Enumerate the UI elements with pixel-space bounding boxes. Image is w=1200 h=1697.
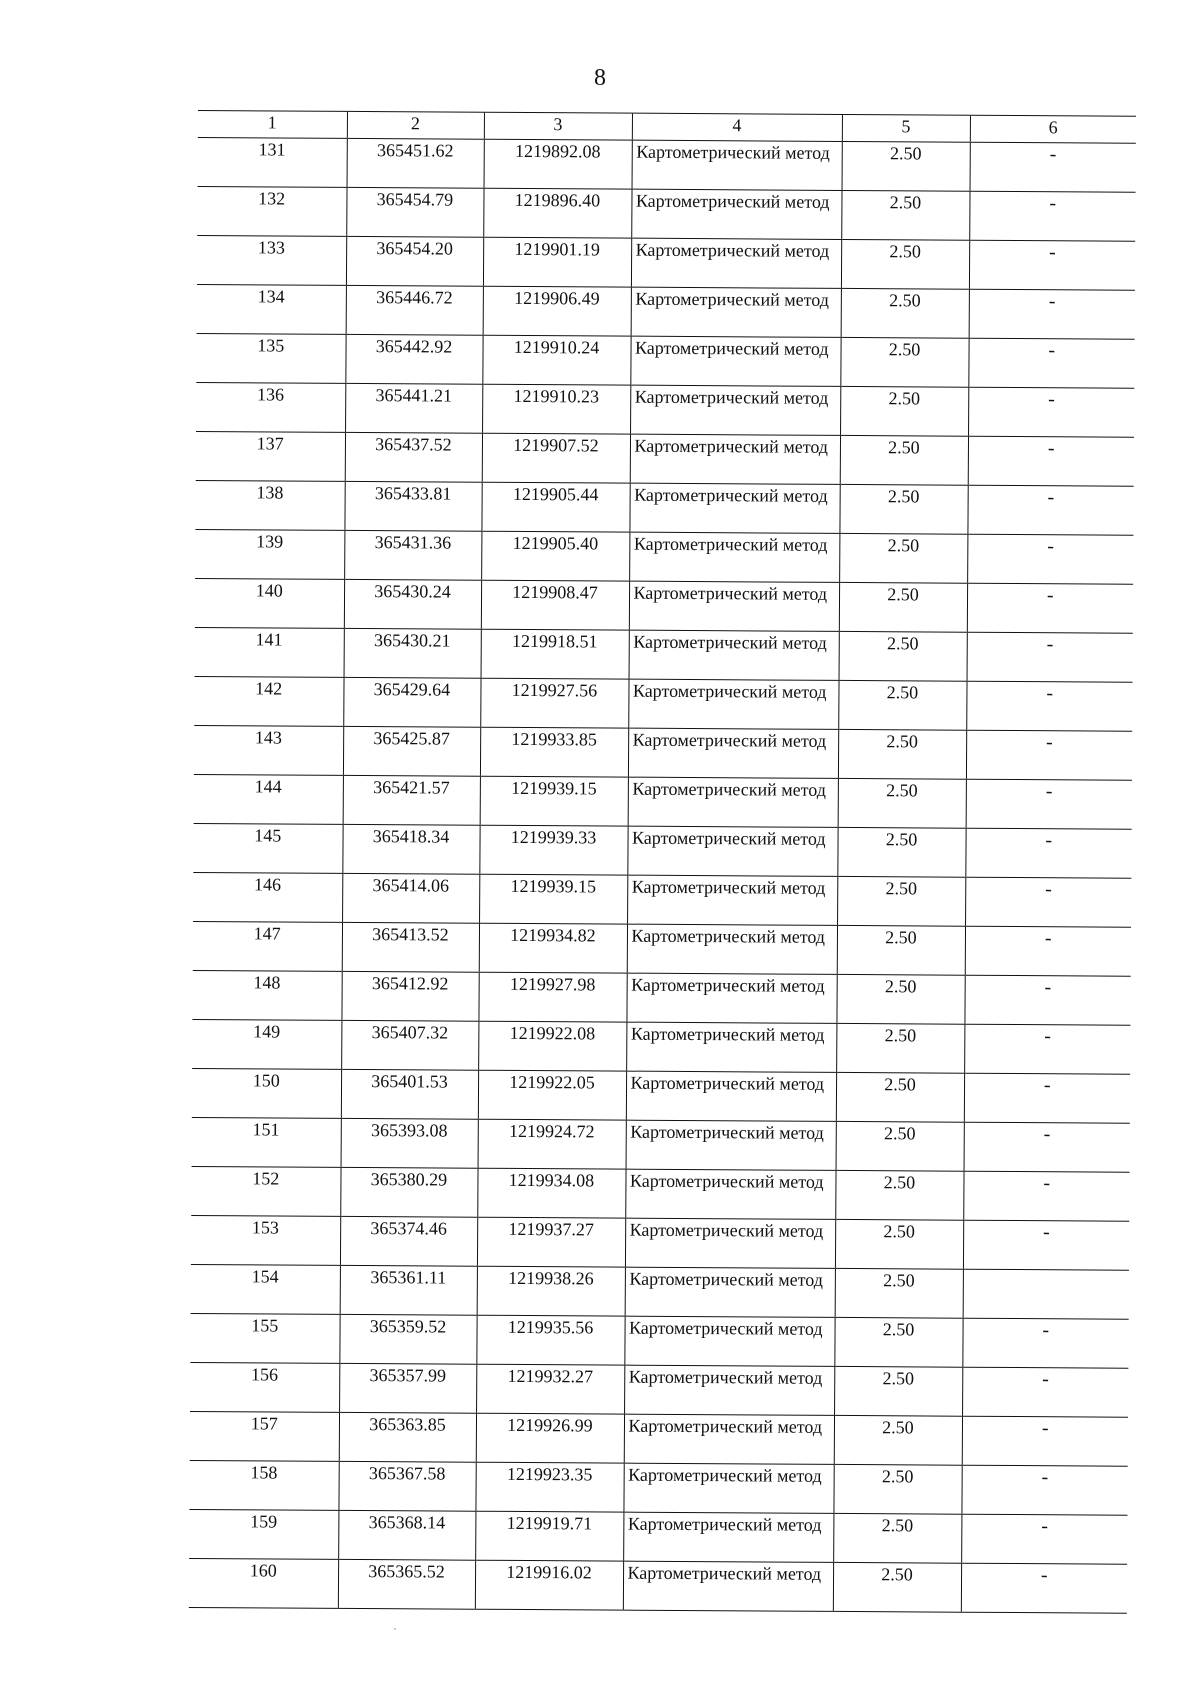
note-cell: - (964, 975, 1130, 1025)
accuracy-cell: 2.50 (836, 1072, 964, 1122)
note-cell: - (961, 1514, 1127, 1564)
table-row (193, 921, 1131, 976)
note-cell: - (967, 534, 1133, 584)
y-coordinate-cell: 1219896.40 (483, 188, 631, 238)
y-coordinate-cell: 1219910.24 (482, 335, 630, 385)
accuracy-cell: 2.50 (835, 1170, 963, 1220)
accuracy-cell: 2.50 (836, 974, 964, 1024)
accuracy-cell: 2.50 (839, 533, 967, 583)
method-cell: Картометрический метод (632, 140, 842, 190)
note-cell (963, 1269, 1129, 1319)
method-cell: Картометрический метод (628, 777, 838, 827)
method-cell: Картометрический метод (626, 1022, 836, 1072)
point-number-cell: 131 (198, 137, 347, 187)
note-cell: - (962, 1367, 1128, 1417)
table-row (197, 284, 1135, 339)
point-number-cell: 155 (190, 1313, 339, 1363)
column-header-5: 5 (842, 114, 970, 142)
table-row (192, 1117, 1130, 1172)
point-number-cell: 142 (194, 676, 343, 726)
x-coordinate-cell: 365430.21 (344, 628, 481, 678)
table-row (193, 823, 1131, 878)
x-coordinate-cell: 365418.34 (342, 824, 479, 874)
table-row (189, 1460, 1127, 1515)
accuracy-cell: 2.50 (841, 239, 969, 289)
x-coordinate-cell: 365361.11 (340, 1265, 477, 1315)
point-number-cell: 141 (195, 627, 344, 677)
y-coordinate-cell: 1219905.44 (481, 482, 629, 532)
x-coordinate-cell: 365359.52 (339, 1314, 476, 1364)
table-row (192, 970, 1130, 1025)
method-cell: Картометрический метод (628, 728, 838, 778)
method-cell: Картометрический метод (630, 336, 840, 386)
y-coordinate-cell: 1219908.47 (481, 580, 629, 630)
method-cell: Картометрический метод (626, 973, 836, 1023)
table-row (196, 382, 1134, 437)
x-coordinate-cell: 365454.20 (346, 236, 483, 286)
x-coordinate-cell: 365401.53 (341, 1069, 478, 1119)
y-coordinate-cell: 1219927.98 (478, 972, 626, 1022)
x-coordinate-cell: 365431.36 (344, 530, 481, 580)
method-cell: Картометрический метод (623, 1512, 833, 1562)
point-number-cell: 134 (197, 284, 346, 334)
note-cell: - (969, 240, 1135, 290)
table-row (195, 480, 1133, 535)
point-number-cell: 140 (195, 578, 344, 628)
accuracy-cell: 2.50 (836, 1121, 964, 1171)
method-cell: Картометрический метод (629, 483, 839, 533)
point-number-cell: 139 (195, 529, 344, 579)
x-coordinate-cell: 365412.92 (341, 971, 478, 1021)
point-number-cell: 133 (197, 235, 346, 285)
method-cell: Картометрический метод (623, 1463, 833, 1513)
table-row (190, 1411, 1128, 1466)
y-coordinate-cell: 1219907.52 (482, 433, 630, 483)
note-cell: - (964, 1024, 1130, 1074)
point-number-cell: 151 (192, 1117, 341, 1167)
note-cell: - (966, 681, 1132, 731)
note-cell: - (969, 289, 1135, 339)
table-row (190, 1362, 1128, 1417)
point-number-cell: 145 (193, 823, 342, 873)
x-coordinate-cell: 365454.79 (346, 187, 483, 237)
point-number-cell: 152 (191, 1166, 340, 1216)
x-coordinate-cell: 365357.99 (339, 1363, 476, 1413)
accuracy-cell: 2.50 (838, 680, 966, 730)
y-coordinate-cell: 1219939.15 (480, 776, 628, 826)
point-number-cell: 153 (191, 1215, 340, 1265)
note-cell: - (961, 1465, 1127, 1515)
accuracy-cell: 2.50 (834, 1415, 962, 1465)
accuracy-cell: 2.50 (837, 876, 965, 926)
y-coordinate-cell: 1219918.51 (481, 629, 629, 679)
table-row (192, 1019, 1130, 1074)
table-row (194, 725, 1132, 780)
accuracy-cell: 2.50 (842, 141, 970, 191)
point-number-cell: 147 (193, 921, 342, 971)
note-cell: - (967, 485, 1133, 535)
table-row (197, 186, 1135, 241)
point-number-cell: 136 (196, 382, 345, 432)
note-cell: - (963, 1220, 1129, 1270)
note-cell: - (965, 877, 1131, 927)
y-coordinate-cell: 1219933.85 (480, 727, 628, 777)
y-coordinate-cell: 1219935.56 (476, 1315, 624, 1365)
note-cell: - (970, 142, 1136, 192)
y-coordinate-cell: 1219922.08 (478, 1021, 626, 1071)
method-cell: Картометрический метод (624, 1365, 834, 1415)
y-coordinate-cell: 1219906.49 (483, 286, 631, 336)
accuracy-cell: 2.50 (841, 288, 969, 338)
note-cell: - (964, 1073, 1130, 1123)
point-number-cell: 149 (192, 1019, 341, 1069)
table-row (193, 872, 1131, 927)
method-cell: Картометрический метод (631, 189, 841, 239)
table-row (194, 676, 1132, 731)
method-cell: Картометрический метод (625, 1169, 835, 1219)
method-cell: Картометрический метод (630, 385, 840, 435)
x-coordinate-cell: 365451.62 (347, 138, 484, 188)
method-cell: Картометрический метод (627, 924, 837, 974)
table-row (195, 529, 1133, 584)
table-body (189, 137, 1136, 1613)
x-coordinate-cell: 365421.57 (343, 775, 480, 825)
accuracy-cell: 2.50 (840, 337, 968, 387)
table-row (196, 333, 1134, 388)
point-number-cell: 157 (190, 1411, 339, 1461)
x-coordinate-cell: 365413.52 (342, 922, 479, 972)
table-row (192, 1068, 1130, 1123)
point-number-cell: 143 (194, 725, 343, 775)
accuracy-cell: 2.50 (834, 1366, 962, 1416)
point-number-cell: 154 (191, 1264, 340, 1314)
table-row (190, 1313, 1128, 1368)
y-coordinate-cell: 1219901.19 (483, 237, 631, 287)
method-cell: Картометрический метод (626, 1120, 836, 1170)
method-cell: Картометрический метод (629, 581, 839, 631)
method-cell: Картометрический метод (630, 434, 840, 484)
method-cell: Картометрический метод (627, 875, 837, 925)
point-number-cell: 146 (193, 872, 342, 922)
column-header-2: 2 (347, 111, 484, 139)
column-header-1: 1 (198, 110, 347, 138)
y-coordinate-cell: 1219905.40 (481, 531, 629, 581)
method-cell: Картометрический метод (629, 532, 839, 582)
note-cell: - (965, 828, 1131, 878)
method-cell: Картометрический метод (624, 1316, 834, 1366)
y-coordinate-cell: 1219932.27 (476, 1364, 624, 1414)
y-coordinate-cell: 1219926.99 (476, 1413, 624, 1463)
column-header-3: 3 (484, 112, 632, 140)
point-number-cell: 159 (189, 1509, 338, 1559)
accuracy-cell: 2.50 (835, 1219, 963, 1269)
page-number: 8 (594, 65, 606, 91)
point-number-cell: 144 (194, 774, 343, 824)
method-cell: Картометрический метод (628, 679, 838, 729)
note-cell: - (969, 191, 1135, 241)
point-number-cell: 150 (192, 1068, 341, 1118)
method-cell: Картометрический метод (631, 287, 841, 337)
x-coordinate-cell: 365407.32 (341, 1020, 478, 1070)
y-coordinate-cell: 1219919.71 (475, 1511, 623, 1561)
accuracy-cell: 2.50 (841, 190, 969, 240)
y-coordinate-cell: 1219939.15 (479, 874, 627, 924)
x-coordinate-cell: 365393.08 (341, 1118, 478, 1168)
note-cell: - (964, 1122, 1130, 1172)
y-coordinate-cell: 1219892.08 (484, 139, 632, 189)
point-number-cell: 138 (195, 480, 344, 530)
y-coordinate-cell: 1219916.02 (475, 1560, 623, 1610)
note-cell: - (963, 1171, 1129, 1221)
y-coordinate-cell: 1219922.05 (478, 1070, 626, 1120)
accuracy-cell: 2.50 (839, 582, 967, 632)
method-cell: Картометрический метод (625, 1218, 835, 1268)
x-coordinate-cell: 365367.58 (338, 1461, 475, 1511)
y-coordinate-cell: 1219939.33 (479, 825, 627, 875)
accuracy-cell: 2.50 (838, 778, 966, 828)
note-cell: - (968, 338, 1134, 388)
point-number-cell: 135 (196, 333, 345, 383)
method-cell: Картометрический метод (629, 630, 839, 680)
method-cell: Картометрический метод (625, 1267, 835, 1317)
accuracy-cell: 2.50 (833, 1513, 961, 1563)
table-row (189, 1509, 1127, 1564)
point-number-cell: 137 (196, 431, 345, 481)
accuracy-cell: 2.50 (839, 484, 967, 534)
point-number-cell: 156 (190, 1362, 339, 1412)
table-row (189, 1558, 1127, 1613)
y-coordinate-cell: 1219923.35 (475, 1462, 623, 1512)
y-coordinate-cell: 1219937.27 (477, 1217, 625, 1267)
x-coordinate-cell: 365365.52 (338, 1559, 475, 1609)
x-coordinate-cell: 365441.21 (345, 383, 482, 433)
table-row (195, 627, 1133, 682)
note-cell: - (962, 1416, 1128, 1466)
y-coordinate-cell: 1219927.56 (480, 678, 628, 728)
accuracy-cell: 2.50 (836, 1023, 964, 1073)
accuracy-cell: 2.50 (833, 1562, 961, 1612)
note-cell: - (965, 926, 1131, 976)
accuracy-cell: 2.50 (837, 925, 965, 975)
y-coordinate-cell: 1219934.08 (477, 1168, 625, 1218)
x-coordinate-cell: 365429.64 (343, 677, 480, 727)
table-row (195, 578, 1133, 633)
x-coordinate-cell: 365433.81 (344, 481, 481, 531)
note-cell: - (966, 779, 1132, 829)
accuracy-cell: 2.50 (837, 827, 965, 877)
method-cell: Картометрический метод (623, 1561, 833, 1611)
accuracy-cell: 2.50 (834, 1317, 962, 1367)
table-row (191, 1215, 1129, 1270)
point-number-cell: 160 (189, 1558, 338, 1608)
x-coordinate-cell: 365374.46 (340, 1216, 477, 1266)
column-header-4: 4 (632, 113, 842, 141)
note-cell: - (961, 1563, 1127, 1613)
x-coordinate-cell: 365442.92 (345, 334, 482, 384)
method-cell: Картометрический метод (627, 826, 837, 876)
method-cell: Картометрический метод (624, 1414, 834, 1464)
note-cell: - (968, 387, 1134, 437)
table-row (197, 235, 1135, 290)
x-coordinate-cell: 365414.06 (342, 873, 479, 923)
coordinates-table (189, 110, 1136, 1614)
method-cell: Картометрический метод (626, 1071, 836, 1121)
point-number-cell: 158 (189, 1460, 338, 1510)
x-coordinate-cell: 365430.24 (344, 579, 481, 629)
column-header-6: 6 (970, 115, 1136, 143)
y-coordinate-cell: 1219924.72 (478, 1119, 626, 1169)
x-coordinate-cell: 365368.14 (338, 1510, 475, 1560)
table-row (191, 1264, 1129, 1319)
accuracy-cell: 2.50 (840, 435, 968, 485)
x-coordinate-cell: 365437.52 (345, 432, 482, 482)
note-cell: - (967, 583, 1133, 633)
y-coordinate-cell: 1219934.82 (479, 923, 627, 973)
x-coordinate-cell: 365425.87 (343, 726, 480, 776)
table-row (191, 1166, 1129, 1221)
accuracy-cell: 2.50 (840, 386, 968, 436)
x-coordinate-cell: 365446.72 (346, 285, 483, 335)
table-row (194, 774, 1132, 829)
note-cell: - (962, 1318, 1128, 1368)
note-cell: - (966, 730, 1132, 780)
x-coordinate-cell: 365363.85 (339, 1412, 476, 1462)
method-cell: Картометрический метод (631, 238, 841, 288)
table-row (198, 137, 1136, 192)
accuracy-cell: 2.50 (839, 631, 967, 681)
accuracy-cell: 2.50 (833, 1464, 961, 1514)
note-cell: - (968, 436, 1134, 486)
accuracy-cell: 2.50 (838, 729, 966, 779)
x-coordinate-cell: 365380.29 (340, 1167, 477, 1217)
point-number-cell: 132 (197, 186, 346, 236)
point-number-cell: 148 (192, 970, 341, 1020)
y-coordinate-cell: 1219910.23 (482, 384, 630, 434)
table-row (196, 431, 1134, 486)
scan-speck (394, 1628, 396, 1630)
y-coordinate-cell: 1219938.26 (477, 1266, 625, 1316)
accuracy-cell: 2.50 (835, 1268, 963, 1318)
note-cell: - (967, 632, 1133, 682)
